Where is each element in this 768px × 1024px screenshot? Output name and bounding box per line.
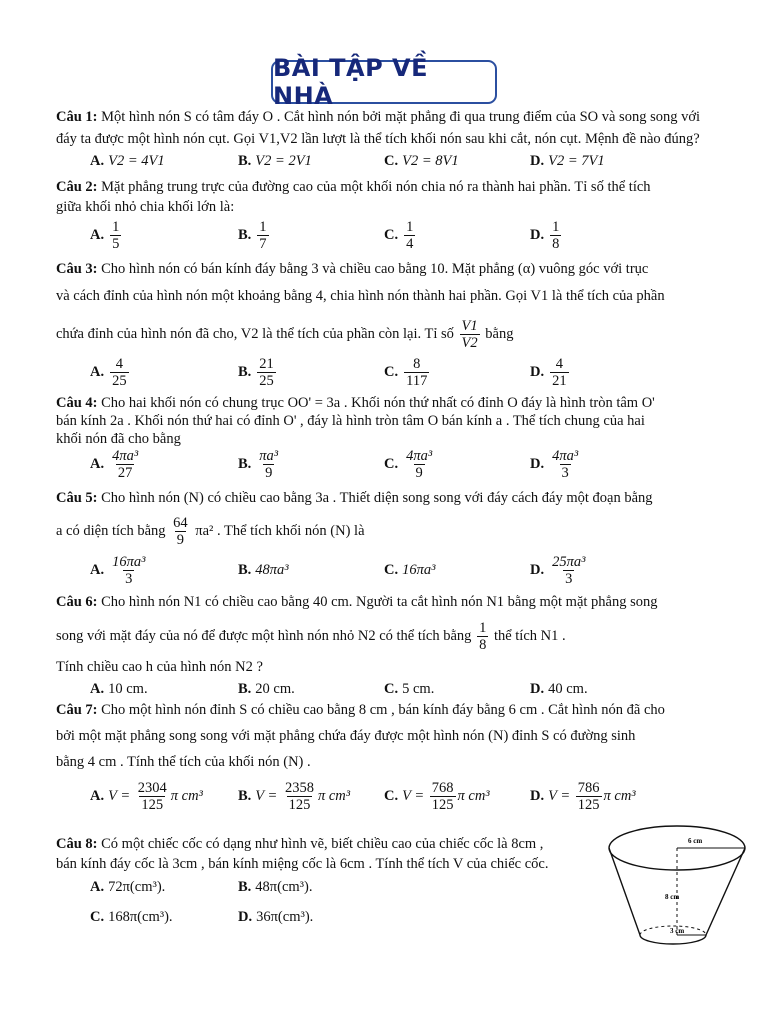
q3-line2: và cách đỉnh của hình nón một khoảng bằng 4, chia hình nón thành hai phần. Gọi V1 là thể tích của phần (56, 288, 665, 304)
q6-option-c[interactable]: C. 5 cm. (384, 680, 435, 697)
q4-options (90, 444, 750, 484)
q1-option-d[interactable]: D. V2 = 7V1 (530, 152, 605, 169)
q2-line2: giữa khối nhỏ chia khối lớn là: (56, 199, 235, 215)
q4-option-b[interactable]: B. $\frac{\text{πa³}}{9}$ (238, 447, 279, 481)
q1-option-a[interactable]: A. V2 = 4V1 (90, 152, 165, 169)
q5-line2: a có diện tích bằng $\frac{64}{9}$ πa² . Thể tích khối nón (N) là (56, 515, 365, 548)
q1-label: Câu 1: (56, 109, 98, 125)
cup-top-label: 6 cm (688, 837, 703, 845)
q1-option-b[interactable]: B. V2 = 2V1 (238, 152, 312, 169)
q8-option-c[interactable]: C. 168π(cm³). (90, 908, 173, 925)
q5-line1: Câu 5: Cho hình nón (N) có chiều cao bằng 3a . Thiết diện song song với đáy cách đáy một đoạn bằng (56, 490, 653, 506)
q3-option-b[interactable]: B. $\frac{21}{25}$ (238, 355, 274, 389)
q6-option-d[interactable]: D. 40 cm. (530, 680, 588, 697)
q3-line1: Câu 3: Cho hình nón có bán kính đáy bằng 3 và chiều cao bằng 10. Mặt phẳng (α) vuông góc với trục (56, 261, 649, 277)
q8-line1: Câu 8: Có một chiếc cốc có dạng như hình vẽ, biết chiều cao của chiếc cốc là 8cm , (56, 836, 544, 852)
q4-line3: khối nón đã cho bằng (56, 431, 181, 447)
q1-options (90, 150, 750, 172)
q5-option-b[interactable]: B. 48πa³ (238, 561, 289, 578)
q6-option-a[interactable]: A. 10 cm. (90, 680, 148, 697)
q2-line1: Câu 2: Mặt phẳng trung trực của đường cao của một khối nón chia nó ra thành hai phần. Tỉ số thể tích (56, 179, 651, 195)
q8-option-b[interactable]: B. 48π(cm³). (238, 878, 313, 895)
q7-options (90, 776, 750, 816)
q4-option-c[interactable]: C. $\frac{\text{4πa³}}{9}$ (384, 447, 433, 481)
q7-line3: bằng 4 cm . Tính thể tích của khối nón (N) . (56, 754, 311, 770)
q8-options-row1 (90, 876, 390, 898)
cup-base-front (640, 935, 706, 944)
q4-line2: bán kính 2a . Khối nón thứ hai có đỉnh O' , đáy là hình tròn tâm O bán kính a . Thể tích chung của hai (56, 413, 645, 429)
q1-text1: Một hình nón S có tâm đáy O . Cắt hình nón bởi mặt phẳng đi qua trung điểm của SO và song song với (101, 109, 701, 125)
q4-option-d[interactable]: D. $\frac{\text{4πa³}}{3}$ (530, 447, 579, 481)
q2-option-c[interactable]: C. $\frac{1}{4}$ (384, 218, 414, 252)
q3-option-c[interactable]: C. $\frac{8}{117}$ (384, 355, 428, 389)
q1-line1 (56, 108, 700, 126)
q4-option-a[interactable]: A. $\frac{\text{4πa³}}{27}$ (90, 447, 139, 481)
q2-option-b[interactable]: B. $\frac{1}{7}$ (238, 218, 267, 252)
q5-option-c[interactable]: C. 16πa³ (384, 561, 436, 578)
cup-height-label: 8 cm (665, 893, 680, 901)
q5-option-d[interactable]: D. $\frac{\text{25πa³}}{3}$ (530, 553, 586, 587)
q6-line1: Câu 6: Cho hình nón N1 có chiều cao bằng 40 cm. Người ta cắt hình nón N1 bằng một mặt phẳng song (56, 594, 658, 610)
page-title: BÀI TẬP VỀ NHÀ (273, 54, 429, 110)
q3-line3: chứa đỉnh của hình nón đã cho, V2 là thể tích của phần còn lại. Tỉ số $\frac{V1}{V2}$ bằng (56, 318, 514, 351)
q7-line2: bởi một mặt phẳng song song với mặt phẳng chứa đáy được một hình nón (N) đỉnh S có đường sinh (56, 728, 636, 744)
q7-option-c[interactable]: C. V = $\frac{768}{125}$ π cm³ (384, 779, 490, 813)
q8-line2: bán kính đáy cốc là 3cm , bán kính miệng cốc là 6cm . Tính thể tích V của chiếc cốc. (56, 856, 549, 872)
cup-right-side (706, 848, 745, 935)
q7-option-d[interactable]: D. V = $\frac{786}{125}$ π cm³ (530, 779, 636, 813)
title-box (271, 54, 497, 110)
q3-option-a[interactable]: A. $\frac{4}{25}$ (90, 355, 127, 389)
q7-option-b[interactable]: B. V = $\frac{2358}{125}$ π cm³ (238, 779, 351, 813)
q5-option-a[interactable]: A. $\frac{\text{16πa³}}{3}$ (90, 553, 146, 587)
cup-figure (600, 822, 760, 952)
q4-line1: Câu 4: Cho hai khối nón có chung trục OO' = 3a . Khối nón thứ nhất có đỉnh O đáy là hình tròn tâm O' (56, 395, 655, 411)
q1-option-c[interactable]: C. V2 = 8V1 (384, 152, 459, 169)
q3-options (90, 352, 750, 392)
q2-option-d[interactable]: D. $\frac{1}{8}$ (530, 218, 560, 252)
q1-line2: đáy ta được một hình nón cụt. Gọi V1,V2 lần lượt là thể tích khối nón sau khi cắt, nón cụt. Mệnh đề nào đúng? (56, 131, 700, 147)
q7-line1: Câu 7: Cho một hình nón đỉnh S có chiều cao bằng 8 cm , bán kính đáy bằng 6 cm . Cắt hình nón đã cho (56, 702, 665, 718)
q7-option-a[interactable]: A. V = $\frac{2304}{125}$ π cm³ (90, 779, 203, 813)
cup-bottom-label: 3 cm (670, 927, 685, 935)
q8-options-row2 (90, 906, 390, 928)
q2-options (90, 215, 750, 255)
q6-options (90, 679, 750, 699)
q5-options (90, 550, 750, 590)
q2-option-a[interactable]: A. $\frac{1}{5}$ (90, 218, 120, 252)
q8-option-a[interactable]: A. 72π(cm³). (90, 878, 166, 895)
q6-line3: Tính chiều cao h của hình nón N2 ? (56, 659, 263, 675)
q8-option-d[interactable]: D. 36π(cm³). (238, 908, 314, 925)
q6-option-b[interactable]: B. 20 cm. (238, 680, 295, 697)
cup-left-side (609, 848, 640, 935)
q6-line2: song với mặt đáy của nó để được một hình nón nhỏ N2 có thể tích bằng $\frac{1}{8}$ thể tích N1 . (56, 620, 566, 653)
q3-option-d[interactable]: D. $\frac{4}{21}$ (530, 355, 567, 389)
